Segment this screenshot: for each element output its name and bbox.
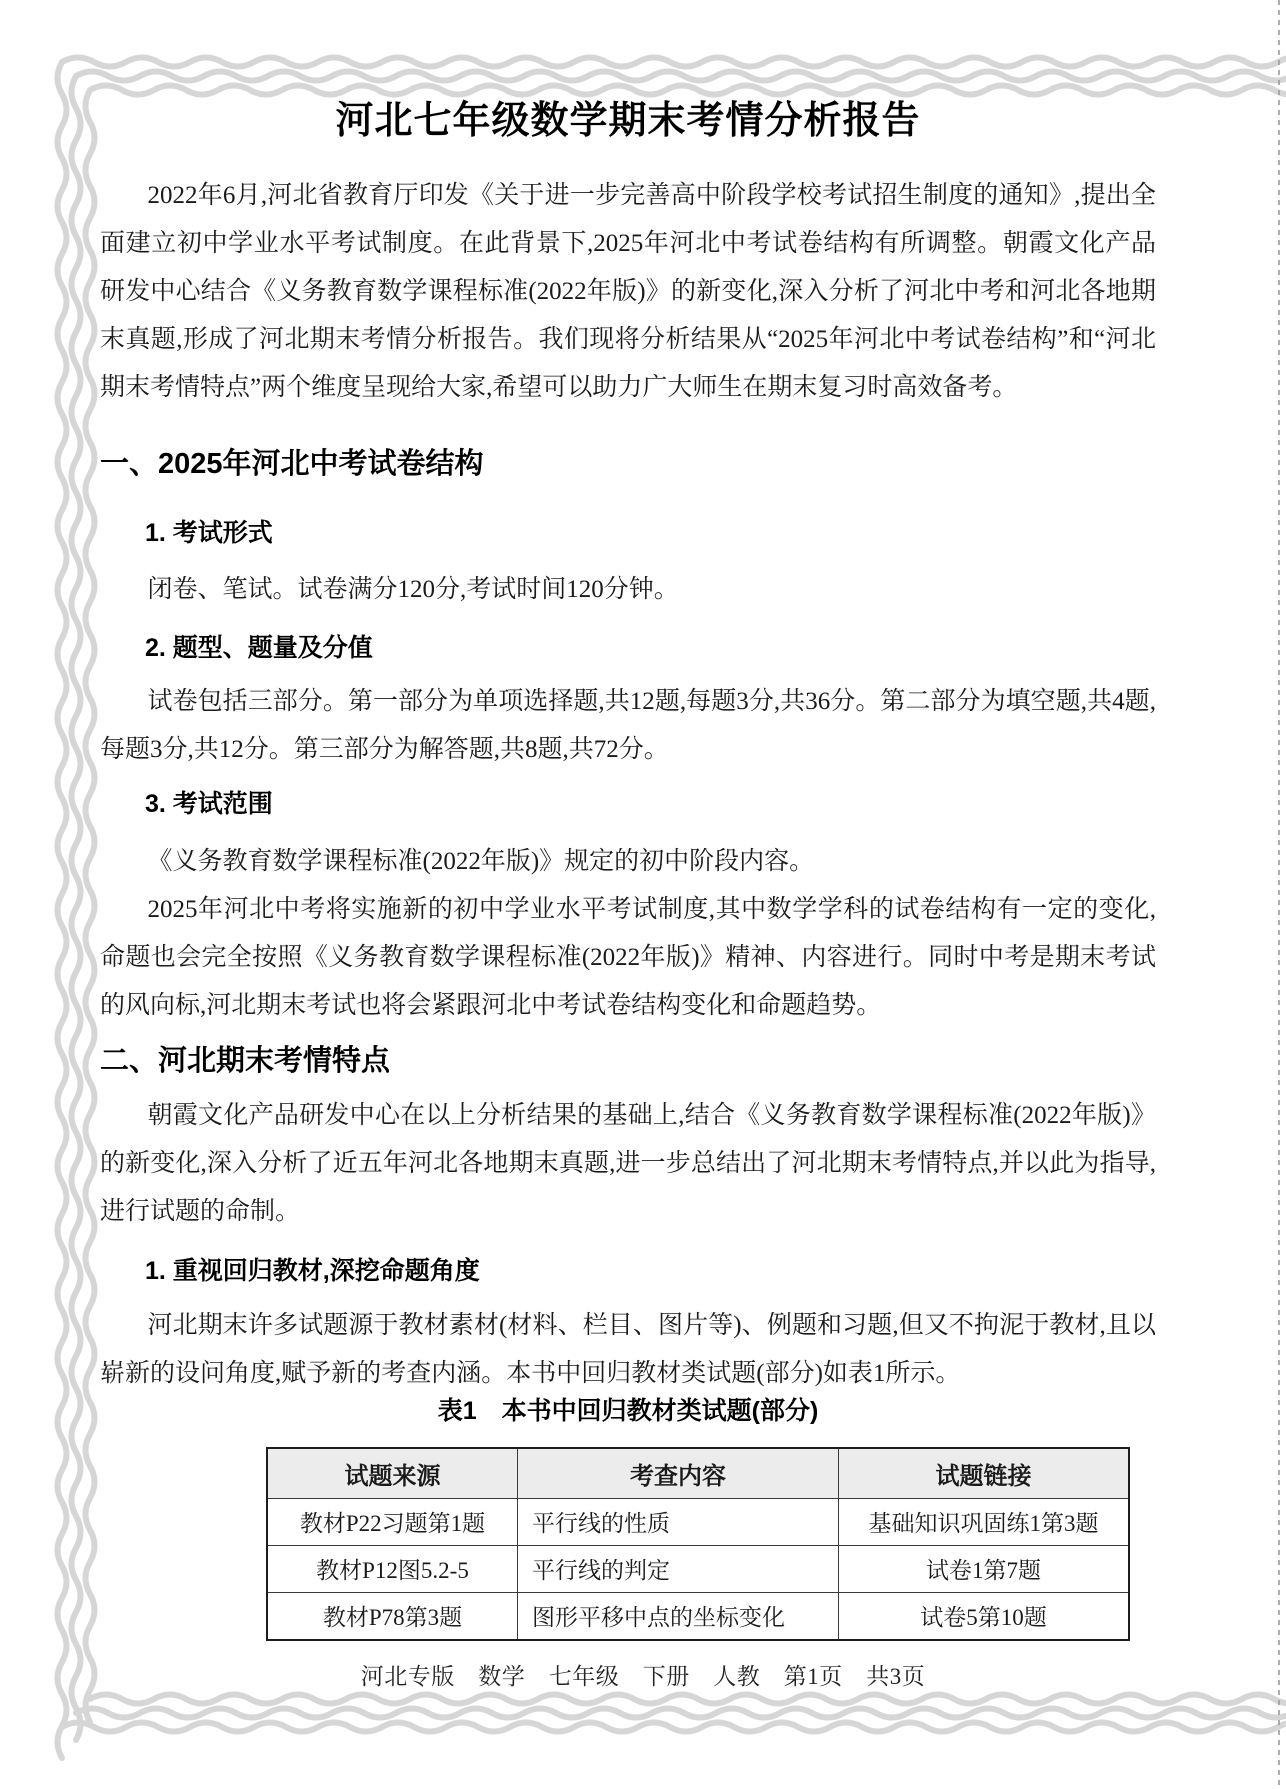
section1-sub1-title: 1. 考试形式 <box>145 519 273 547</box>
table1-cell-content: 平行线的判定 <box>518 1545 839 1592</box>
section2-intro: 朝霞文化产品研发中心在以上分析结果的基础上,结合《义务教育数学课程标准(2022年版)》的新变化,深入分析了近五年河北各地期末真题,进一步总结出了河北期末考情特点,并以此为指导,进行试题的命制。 <box>100 1102 1156 1225</box>
section1-heading: 一、2025年河北中考试卷结构 <box>100 448 484 480</box>
section2-sub1-title: 1. 重视回归教材,深挖命题角度 <box>145 1257 480 1285</box>
table1-caption: 表1 本书中回归教材类试题(部分) <box>437 1397 819 1425</box>
table-row <box>268 1592 1129 1639</box>
wave-line <box>76 72 1286 81</box>
table1 <box>267 1448 1129 1640</box>
wave-line <box>58 62 67 1758</box>
section1-sub2-body: 试卷包括三部分。第一部分为单项选择题,共12题,每题3分,共36分。第二部分为填空题,共4题,每题3分,共12分。第三部分为解答题,共8题,共72分。 <box>100 688 1156 763</box>
page-footer: 河北专版 数学 七年级 下册 人教 第1页 共3页 <box>360 1664 926 1689</box>
wave-line <box>62 58 1286 67</box>
section1-sub1-body: 闭卷、笔试。试卷满分120分,考试时间120分钟。 <box>147 576 679 603</box>
section1-sub2-title: 2. 题型、题量及分值 <box>145 634 373 662</box>
table1-header-link: 试题链接 <box>839 1449 1129 1499</box>
section1-sub3-title: 3. 考试范围 <box>145 790 273 818</box>
wave-line <box>62 1723 1286 1732</box>
table-row <box>268 1498 1129 1545</box>
wave-line <box>90 86 1286 95</box>
table1-cell-content: 图形平移中点的坐标变化 <box>518 1592 839 1639</box>
table1-cell-source: 教材P22习题第1题 <box>268 1498 518 1545</box>
table1-cell-source: 教材P12图5.2-5 <box>268 1545 518 1592</box>
section1-sub3-body2: 2025年河北中考将实施新的初中学业水平考试制度,其中数学学科的试卷结构有一定的变化,命题也会完全按照《义务教育数学课程标准(2022年版)》精神、内容进行。同时中考是期末考试的风向标,河北期末考试也将会紧跟河北中考试卷结构变化和命题趋势。 <box>100 896 1156 1019</box>
table1-cell-source: 教材P78第3题 <box>268 1592 518 1639</box>
wave-line <box>72 76 81 1740</box>
wave-line <box>86 90 95 1722</box>
table1-cell-link: 试卷5第10题 <box>839 1592 1129 1639</box>
wave-line <box>76 1709 1286 1718</box>
table-row <box>268 1545 1129 1592</box>
intro-paragraph: 2022年6月,河北省教育厅印发《关于进一步完善高中阶段学校考试招生制度的通知》,提出全面建立初中学业水平考试制度。在此背景下,2025年河北中考试卷结构有所调整。朝霞文化产品研发中心结合《义务教育数学课程标准(2022年版)》的新变化,深入分析了河北中考和河北各地期末真题,形成了河北期末考情分析报告。我们现将分析结果从“2025年河北中考试卷结构”和“河北期末考情特点”两个维度呈现给大家,希望可以助力广大师生在期末复习时高效备考。 <box>100 182 1156 401</box>
table1-cell-link: 试卷1第7题 <box>839 1545 1129 1592</box>
table1-header-content: 考查内容 <box>518 1449 839 1499</box>
page-title: 河北七年级数学期末考情分析报告 <box>335 100 921 142</box>
table1-header-source: 试题来源 <box>268 1449 518 1499</box>
table1-cell-content: 平行线的性质 <box>518 1498 839 1545</box>
section2-heading: 二、河北期末考情特点 <box>100 1045 391 1077</box>
wave-line <box>90 1695 1286 1704</box>
table1-cell-link: 基础知识巩固练1第3题 <box>839 1498 1129 1545</box>
table1-header-row <box>268 1449 1129 1499</box>
section2-sub1-body: 河北期末许多试题源于教材素材(材料、栏目、图片等)、例题和习题,但又不拘泥于教材,且以崭新的设问角度,赋予新的考查内涵。本书中回归教材类试题(部分)如表1所示。 <box>100 1312 1156 1387</box>
section1-sub3-body1: 《义务教育数学课程标准(2022年版)》规定的初中阶段内容。 <box>147 848 815 875</box>
